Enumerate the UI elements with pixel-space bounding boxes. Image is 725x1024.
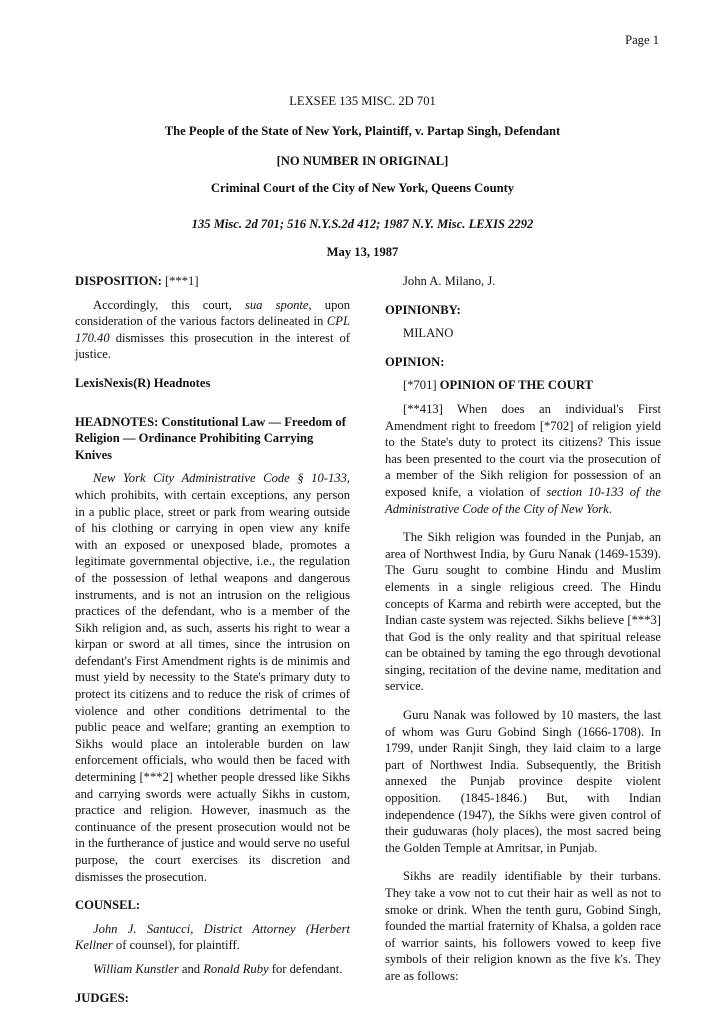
opinionby-name: MILANO <box>403 326 454 341</box>
opinion-subheading: [*701] OPINION OF THE COURT <box>403 378 593 393</box>
right-column <box>385 273 661 985</box>
opinion-paragraph-2: The Sikh religion was founded in the Punjab, an area of Northwest India, by Guru Nanak (1469-1539). The Guru sought to combine Hindu and Muslim elements in a single religious creed. The Hindu concepts of Karma and rebirth were accepted, but the Indian caste system was rejected. Sikhs believe [***3] that God is the only reality and that spiritual release can be obtained by taming the ego through devotional singing, recitation of the devine name, meditation and service. <box>385 530 661 694</box>
citation-id: LEXSEE 135 MISC. 2D 701 <box>289 94 436 108</box>
number-note: [NO NUMBER IN ORIGINAL] <box>276 154 449 168</box>
counsel-plaintiff: John J. Santucci, District Attorney (Herbert Kellner of counsel), for plaintiff. <box>75 921 350 953</box>
opinion-paragraph-4: Sikhs are readily identifiable by their turbans. They take a vow not to cut their hair as well as not to smoke or drink. When the tenth guru, Gobind Singh, founded the martial fraternity of Khalsa, a golden race of warrior saints, his followers vowed to keep five symbols of their religion known as the five k's. They are as follows: <box>385 869 661 983</box>
opinionby-heading: OPINIONBY: <box>385 302 461 317</box>
opinion-paragraph-1: [**413] When does an individual's First Amendment right to freedom [*702] of religion yield to the State's duty to protect its citizens? This issue has been presented to the court via the prosecution of a member of the Sikh religion for possession of an exposed knife, a violation of section 10-133 of the Administrative Code of the City of New York. <box>385 401 661 516</box>
decision-date: May 13, 1987 <box>326 245 399 259</box>
disposition-heading-line <box>75 273 350 290</box>
disposition-text: Accordingly, this court, sua sponte, upon consideration of the various factors delineated in CPL 170.40 dismisses this prosecution in the interest of justice. <box>75 297 350 362</box>
counsel-heading: COUNSEL: <box>75 898 141 913</box>
opinion-paragraph-3: Guru Nanak was followed by 10 masters, the last of whom was Guru Gobind Singh (1666-1708). In 1799, under Ranjit Singh, they laid claim to a large part of Northwest India. Subsequently, the British annexed the Punjab province despite violent opposition. (1845-1846.) But, with Indian independence (1947), the Sikhs were given control of their guduwaras (holy places), the most sacred being the Golden Temple at Amritsar, in Punjab. <box>385 708 661 855</box>
lexis-headnotes-heading: LexisNexis(R) Headnotes <box>75 375 211 390</box>
case-title: The People of the State of New York, Plaintiff, v. Partap Singh, Defendant <box>164 124 561 138</box>
star-page-marker: [***1] <box>164 274 199 288</box>
reporter-citations: 135 Misc. 2d 701; 516 N.Y.S.2d 412; 1987 N.Y. Misc. LEXIS 2292 <box>191 217 534 231</box>
disposition-heading: DISPOSITION: <box>75 274 162 288</box>
left-column <box>75 273 350 1006</box>
counsel-defendant: William Kunstler and Ronald Ruby for defendant. <box>93 961 343 976</box>
court-name: Criminal Court of the City of New York, Queens County <box>210 181 515 195</box>
judges-heading: JUDGES: <box>75 990 129 1005</box>
headnotes-text: New York City Administrative Code § 10-133, which prohibits, with certain exceptions, any person in a public place, street or park from wearing outside of his clothing or carrying in open view any knife with an exposed or unexposed blade, promotes a legitimate governmental objective, i.e., the regulation of the possession of lethal weapons and dangerous instruments, and is not an intrusion on the religious practices of the defendant, who is a member of the Sikh religion and, as such, asserts his right to wear a kirpan or sword at all times, since the intrusion on defendant's First Amendment rights is de minimis and must yield by necessity to the State's primary duty to protect its citizens and to reduce the risk of crimes of violence and other conditions detrimental to the public peace and welfare; granting an exemption to Sikhs would place an intolerable burden on law enforcement officials, who would then be faced with determining [***2] whether people dressed like Sikhs and carrying swords were actually Sikhs in custom, practice and religion. However, inasmuch as the continuance of the present prosecution would not be in the furtherance of justice and would serve no useful purpose, the court exercises its discretion and dismisses the prosecution. <box>75 471 350 884</box>
page-number: Page 1 <box>625 33 659 47</box>
judge-name: John A. Milano, J. <box>403 274 496 288</box>
opinion-heading: OPINION: <box>385 354 445 369</box>
headnotes-heading: HEADNOTES: Constitutional Law — Freedom of Religion — Ordinance Prohibiting Carrying Knives <box>75 414 346 462</box>
